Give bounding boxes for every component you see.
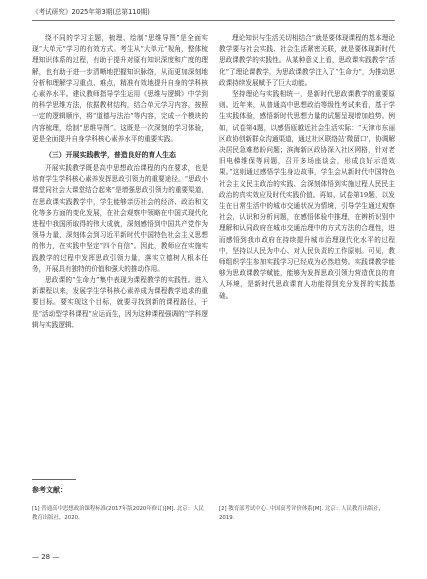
left-column	[32, 33, 208, 331]
left-paragraph-2: 开展实践教学既是高中思想政治课程的内在要求，也是培育学生学科核心素养发挥思政引领力的重要途径。“思政小课堂同社会大课堂结合起来”是增强思政引领力的重要渠道，在思政课实践教学中，学生能够亲历社会的经济、政治和文化等多方面的变化发展，在社会观察中领略在中国式现代化进程中我国所取得的伟大成就，深刻感悟到中国共产党作为领导力量，深刻体会到习近平新时代中国特色社会主义思想的伟力，在实践中坚定“四个自信”。因此，教师应在实施实践教学的过程中发挥思政引领力量，落实立德树人根本任务，开展具有独特的价值和强大的推动作用。	[32, 164, 208, 273]
left-paragraph-3: 思政课的“生命力”集中表现为课程教学的实践性。进入新课程以来，发展学生学科核心素养成为课程教学追求的重要目标。要实现这个目标，就要寻找到新的课程路径，于是“活动型学科课程”应运而生，因为这种课程强调的“学科逻辑与实践逻辑、	[32, 276, 208, 329]
header-divider	[32, 20, 395, 21]
left-paragraph-1: 绕不同的学习主题，梳理、绘制“思维导图”是全面实现“大单元”学习的有效方式。考生从“大单元”视角，整体梳理知识体系的过程，有助于提升对原有知识深度和广度的理解，也有助于进一步清晰地把握知识脉络，从而更加深刻地分析和理解学习重点、难点，精准有效地提升自身的学科核心素养水平。建议教师指导学生运用《思维与逻辑》中学到的科学思维方法，依据教材结构，结合单元学习内容，按照一定的逻辑顺序，将“道德与法治”等内容，完成一个模块的内容梳理，绘制“思维导图”。这既是一次深刻的学习体验，更是全面提升自身学科核心素养水平的重要实践。	[32, 34, 208, 143]
section-heading: （三）开展实践教学，普造良好的育人生态	[45, 151, 176, 160]
references-divider	[32, 479, 76, 480]
journal-header: 《考试研究》2025年第3期(总第110期)	[32, 8, 150, 16]
page-number: — 28 —	[32, 553, 60, 561]
reference-item-2: [2] 教育部考试中心. 中国高考评价体系[M]. 北京：人民教育出版社，2019.	[219, 506, 385, 521]
references-title: 参考文献：	[32, 486, 67, 494]
right-paragraph-2: 坚持理论与实践相统一，是新时代思政课教学的重要原则。近年来，从普通高中思想政治等级性考试来看，基于学生实践体验，感悟新时代思想力量的试题呈现增加趋势。例如，试卷第4题，以感悟瓯越近社会生活实际：“天津市东丽区政协创新群众沟通渠道，通过社区联络站‘微留口’，协调解决居民急难愁盼问题；滨海新区政协深入社区网格，针对老旧电梯维保等问题，召开多场座谈会，形成良好示范效果。”这则通过感悟学生身边故事，学生会从新时代中国特色社会主义民主政治的实践、会深刻体悟到实施过程人民民主政治的真实效应及时代实践价值。再如，试卷第19题，以发生在日常生活中的城市交通状况为情境，引导学生通过观察社会，认识和分析问题，在感悟体验中推理，在辨析识别中理解和认同政府在城市交通治理中的方式方法的合理性，进而感悟到我市政府在持续提升城市治理现代化水平的过程中，坚持以人民为中心、对人民负责的工作原则。可见，教师组织学生参加实践学习已经成为必然趋势。实践课教学能够为思政课教学赋能，能够为发挥思政引领力营造优良的育人环境，是新时代思政课育人功能得到充分发挥的实践基础。	[219, 90, 395, 300]
right-paragraph-1: 理论知识与生活关切相结合”就是要体现课程的基本理论教学要与社会实践、社会生活紧密关联，就是要体现新时代思政课教学的实践性。从某种意义上看，思政课实践教学“活化”了理论课教学，为思政课教学注入了“生命力”，为推动思政课持续发展赋予了巨大动能。	[219, 34, 395, 87]
reference-item-1: [1] 普通高中思想政治课程标准(2017年版2020年修订)[M]. 北京：人民教育出版社，2020.	[32, 506, 204, 521]
right-column	[219, 33, 395, 302]
